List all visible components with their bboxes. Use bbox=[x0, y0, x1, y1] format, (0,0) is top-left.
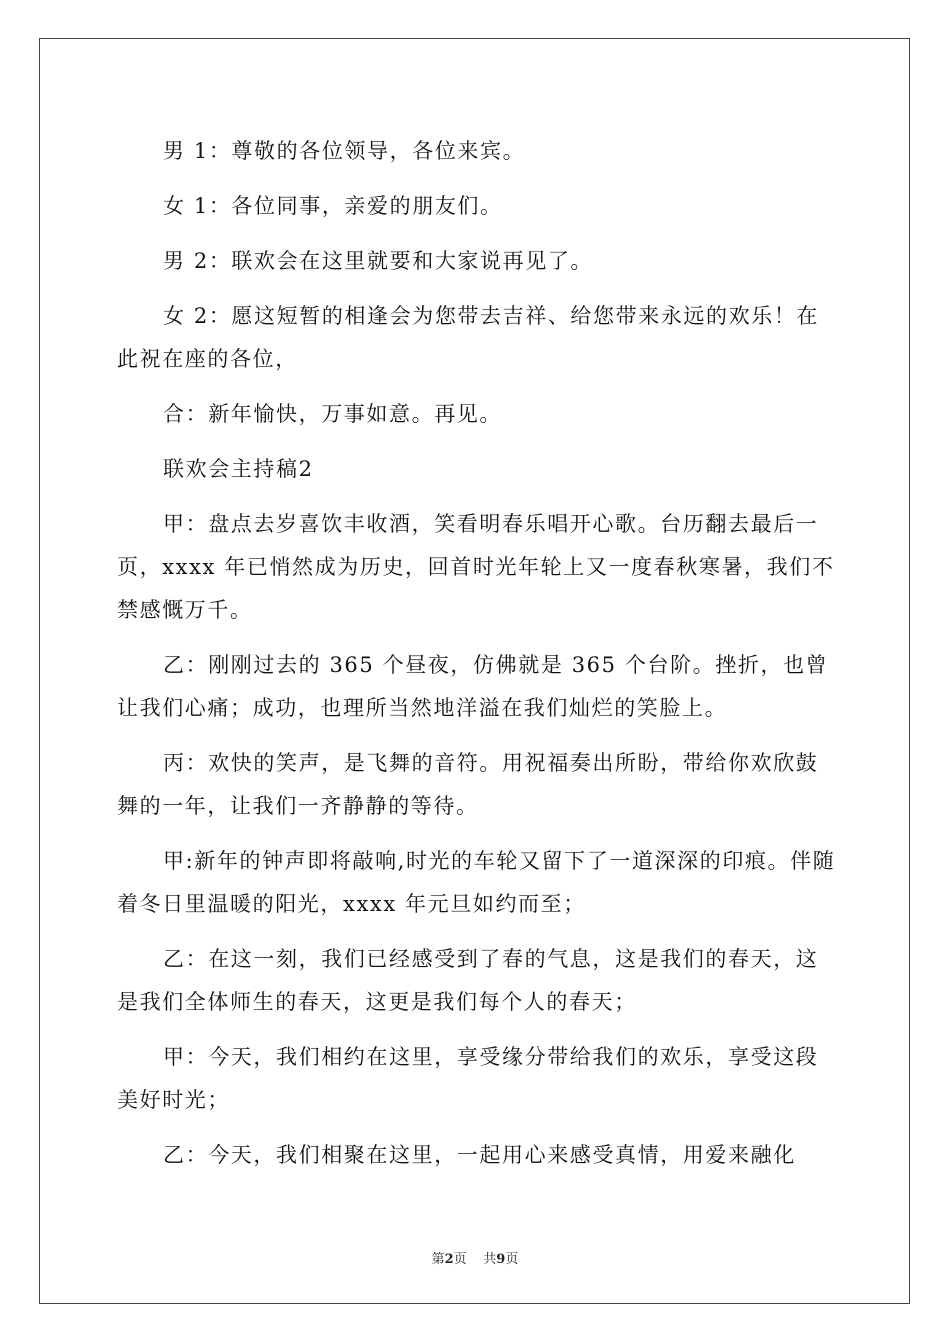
paragraph: 男 2：联欢会在这里就要和大家说再见了。 bbox=[163, 249, 594, 273]
paragraph: 女 1：各位同事，亲爱的朋友们。 bbox=[163, 194, 503, 218]
paragraph: 甲：今天，我们相约在这里，享受缘分带给我们的欢乐，享受这段美好时光； bbox=[117, 1045, 819, 1112]
paragraph: 甲：盘点去岁喜饮丰收酒，笑看明春乐唱开心歌。台历翻去最后一页，xxxx 年已悄然成为历史，回首时光年轮上又一度春秋寒暑，我们不禁感慨万千。 bbox=[117, 512, 835, 622]
total-pages: 9 bbox=[496, 1252, 506, 1267]
paragraph: 乙：在这一刻，我们已经感受到了春的气息，这是我们的春天，这是我们全体师生的春天，这更是我们每个人的春天； bbox=[117, 947, 819, 1014]
total-suffix: 页 bbox=[505, 1252, 519, 1267]
page-suffix: 页 bbox=[453, 1252, 467, 1267]
page-number: 2 bbox=[444, 1252, 454, 1267]
section-heading: 联欢会主持稿2 bbox=[163, 457, 314, 481]
paragraph: 甲:新年的钟声即将敲响,时光的车轮又留下了一道深深的印痕。伴随着冬日里温暖的阳光，xxxx 年元旦如约而至； bbox=[117, 849, 836, 916]
paragraph: 乙：今天，我们相聚在这里，一起用心来感受真情，用爱来融化 bbox=[163, 1143, 796, 1167]
total-prefix: 共 bbox=[483, 1252, 497, 1267]
paragraph: 女 2：愿这短暂的相逢会为您带去吉祥、给您带来永远的欢乐！在此祝在座的各位， bbox=[117, 304, 820, 371]
paragraph: 丙：欢快的笑声，是飞舞的音符。用祝福奏出所盼，带给你欢欣鼓舞的一年，让我们一齐静静的等待。 bbox=[117, 751, 819, 818]
page-prefix: 第 bbox=[431, 1252, 445, 1267]
paragraph: 合：新年愉快，万事如意。再见。 bbox=[163, 402, 502, 426]
document-body bbox=[117, 130, 837, 1189]
paragraph: 乙：刚刚过去的 365 个昼夜，仿佛就是 365 个台阶。挫折，也曾让我们心痛；成功，也理所当然地洋溢在我们灿烂的笑脸上。 bbox=[117, 653, 829, 720]
paragraph: 男 1：尊敬的各位领导，各位来宾。 bbox=[163, 139, 526, 163]
page-footer bbox=[0, 1248, 950, 1267]
